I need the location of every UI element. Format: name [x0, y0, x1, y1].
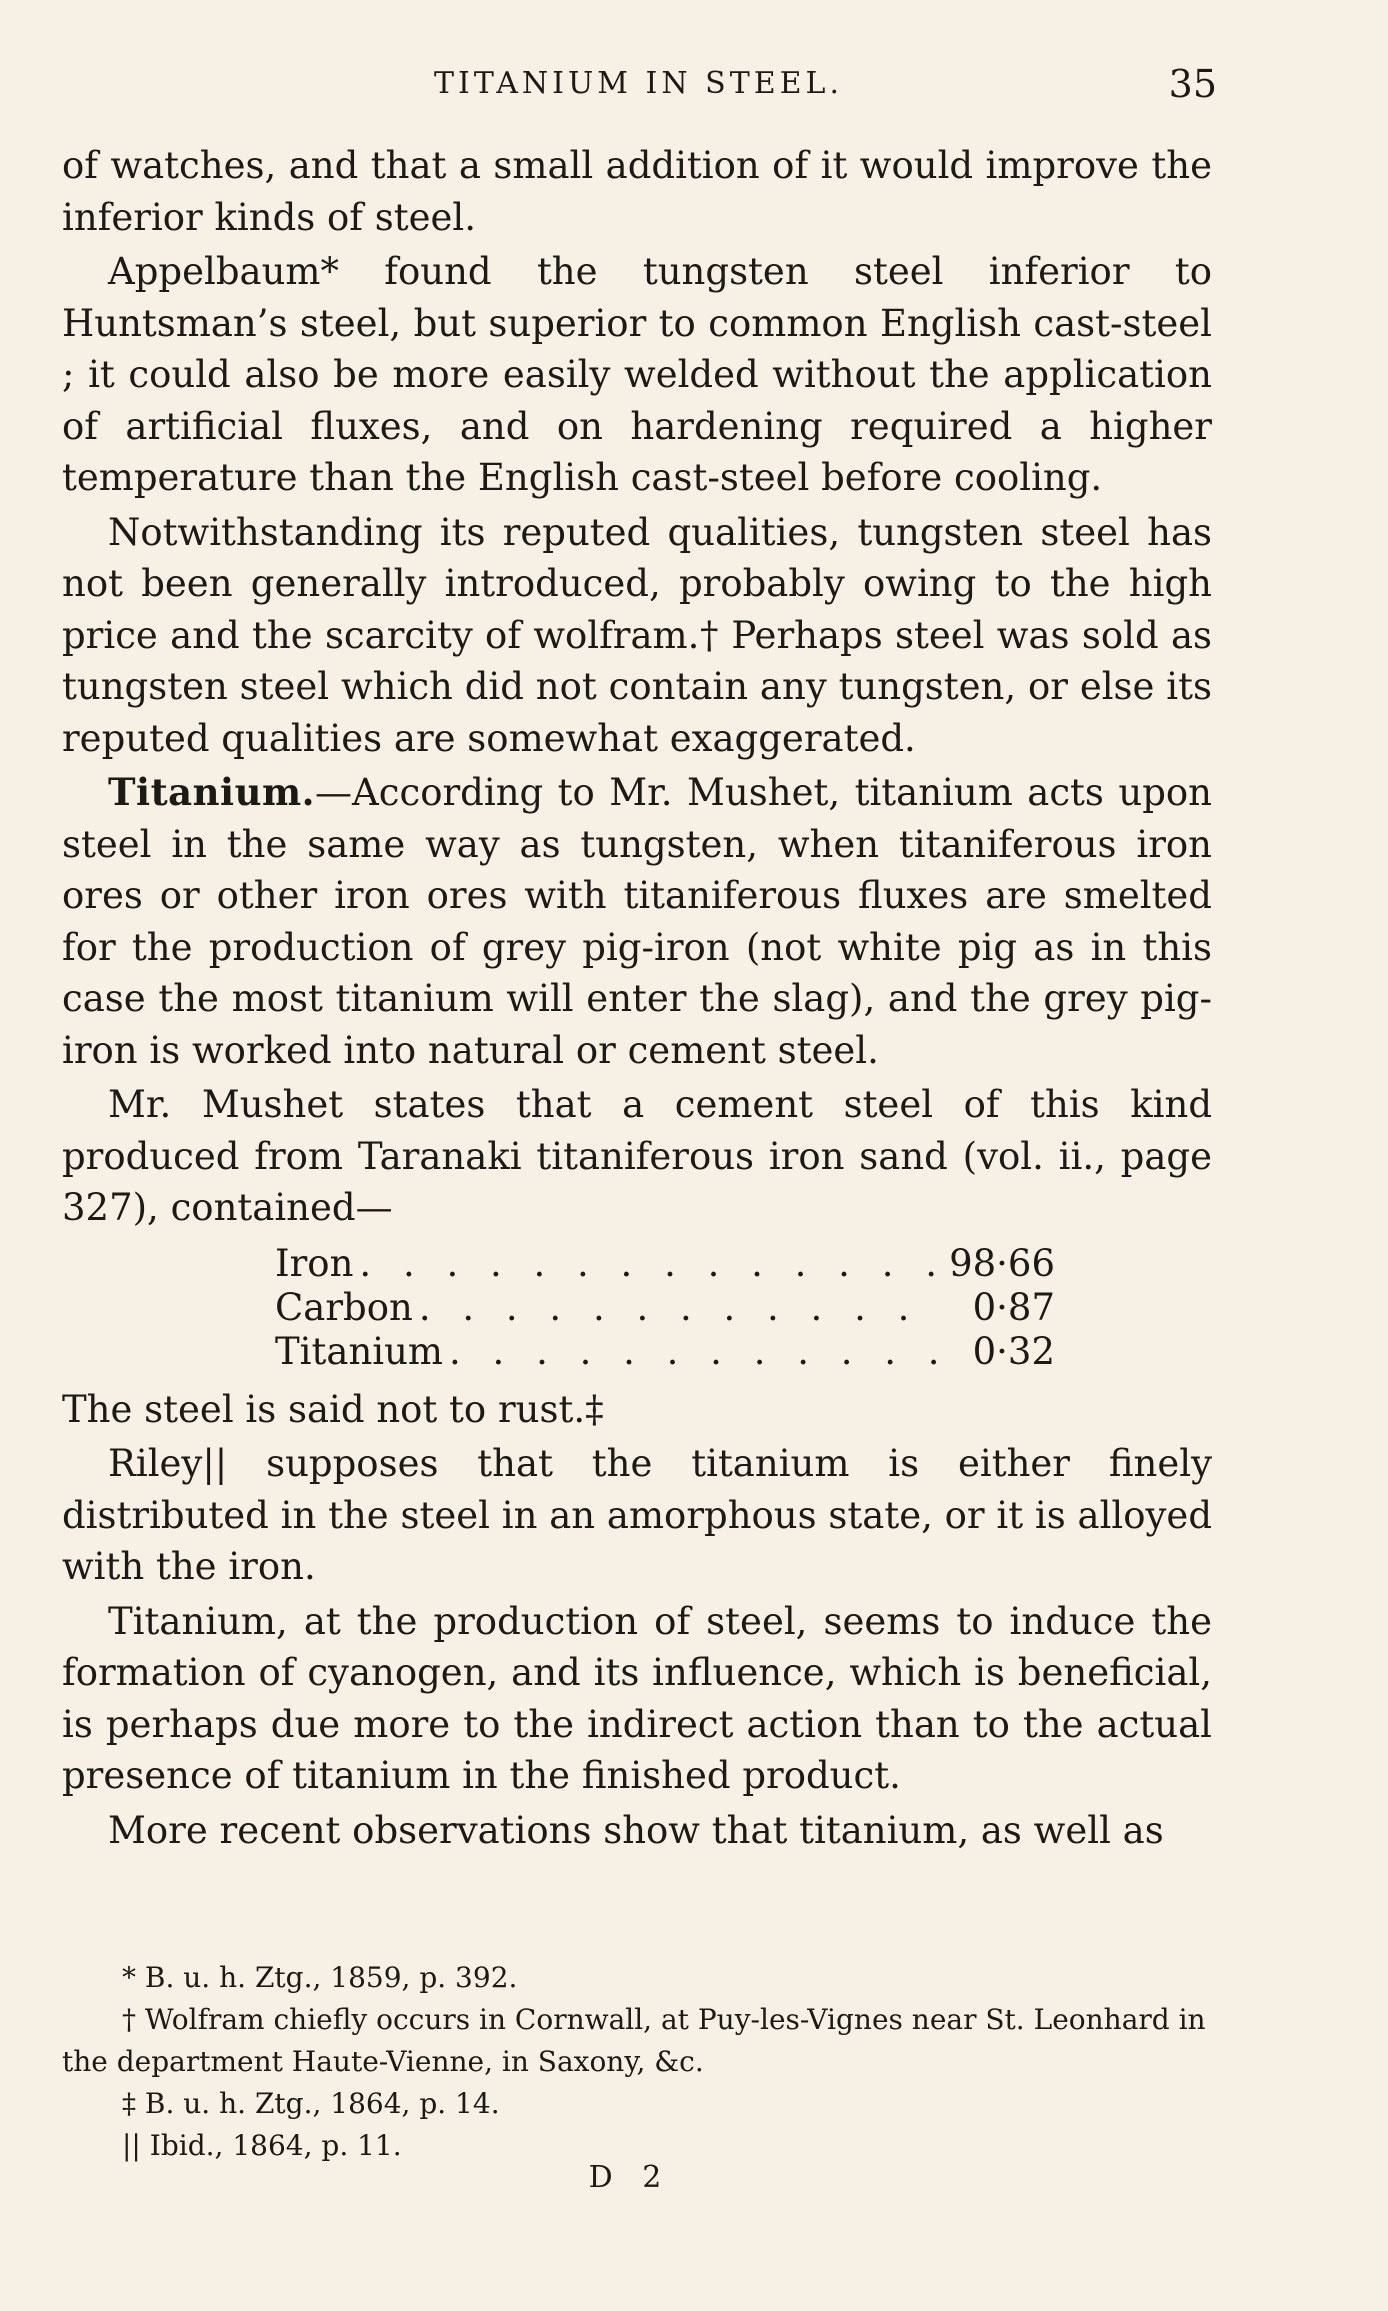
running-title: TITANIUM IN STEEL.: [434, 66, 843, 101]
footnote-parallel: || Ibid., 1864, p. 11.: [122, 2129, 402, 2162]
paragraph-cyanogen: Titanium, at the production of steel, seems to induce the formation of cyanogen, and its influence, which is beneficial, is perhaps due more to the indirect action than to the actual presence of titanium in the finished product.: [62, 1599, 1212, 1797]
paragraph-riley: Riley|| supposes that the titanium is either finely distributed in the steel in an amorphous state, or it is alloyed with the iron.: [62, 1442, 1212, 1588]
paragraph-recent-observations: More recent observations show that titanium, as well as: [108, 1808, 1164, 1852]
analysis-label: Titanium: [275, 1329, 444, 1373]
paragraph-tungsten-qualities: Notwithstanding its reputed qualities, tungsten steel has not been generally introduced, probably owing to the high price and the scarcity of wolfram.† Perhaps steel was sold as tungsten steel which did not contain any tungsten, or else its reputed qualities are somewhat exaggerated.: [62, 510, 1212, 760]
analysis-value: 0·32: [972, 1329, 1055, 1373]
leader-dots: [359, 1242, 939, 1286]
analysis-row: [275, 1242, 1055, 1286]
body-text: [62, 140, 1212, 1859]
footnote-dagger: † Wolfram chiefly occurs in Cornwall, at Puy-les-Vignes near St. Leonhard in the department Haute-Vienne, in Saxony, &c.: [62, 2003, 1206, 2078]
footnote-double-dagger: ‡ B. u. h. Ztg., 1864, p. 14.: [122, 2087, 500, 2120]
analysis-value: 0·87: [972, 1285, 1055, 1329]
paragraph-titanium: [62, 767, 1212, 1076]
paragraph-rust: The steel is said not to rust.‡: [62, 1387, 604, 1431]
paragraph-appelbaum: Appelbaum* found the tungsten steel inferior to Huntsman’s steel, but superior to common English cast-steel ; it could also be more easily welded without the application of artificial fluxes, and on hardening required a higher temperature than the English cast-steel before cooling.: [62, 250, 1212, 499]
paragraph-mushet: Mr. Mushet states that a cement steel of this kind produced from Taranaki titaniferous iron sand (vol. ii., page 327), contained—: [62, 1083, 1212, 1229]
analysis-row: [275, 1286, 1055, 1330]
leader-dots: [449, 1330, 939, 1374]
section-heading-titanium: Titanium.: [108, 770, 316, 814]
analysis-label: Carbon: [275, 1285, 413, 1329]
leader-dots: [419, 1286, 939, 1330]
page-number: 35: [1168, 62, 1217, 106]
analysis-row: [275, 1330, 1055, 1374]
signature-mark: D 2: [588, 2160, 672, 2195]
paragraph-continuation: of watches, and that a small addition of it would improve the inferior kinds of steel.: [62, 144, 1212, 239]
analysis-label: Iron: [275, 1241, 354, 1285]
analysis-value: 98·66: [949, 1241, 1055, 1285]
footnote-asterisk: * B. u. h. Ztg., 1859, p. 392.: [122, 1961, 518, 1994]
footnotes: [62, 1957, 1212, 2167]
analysis-table: [275, 1242, 1055, 1374]
running-head: [60, 62, 1217, 112]
paragraph-titanium-text: —According to Mr. Mushet, titanium acts upon steel in the same way as tungsten, when titaniferous iron ores or other iron ores with titaniferous fluxes are smelted for the production of grey pig-iron (not white pig as in this case the most titanium will enter the slag), and the grey pig-iron is worked into natural or cement steel.: [62, 771, 1212, 1072]
